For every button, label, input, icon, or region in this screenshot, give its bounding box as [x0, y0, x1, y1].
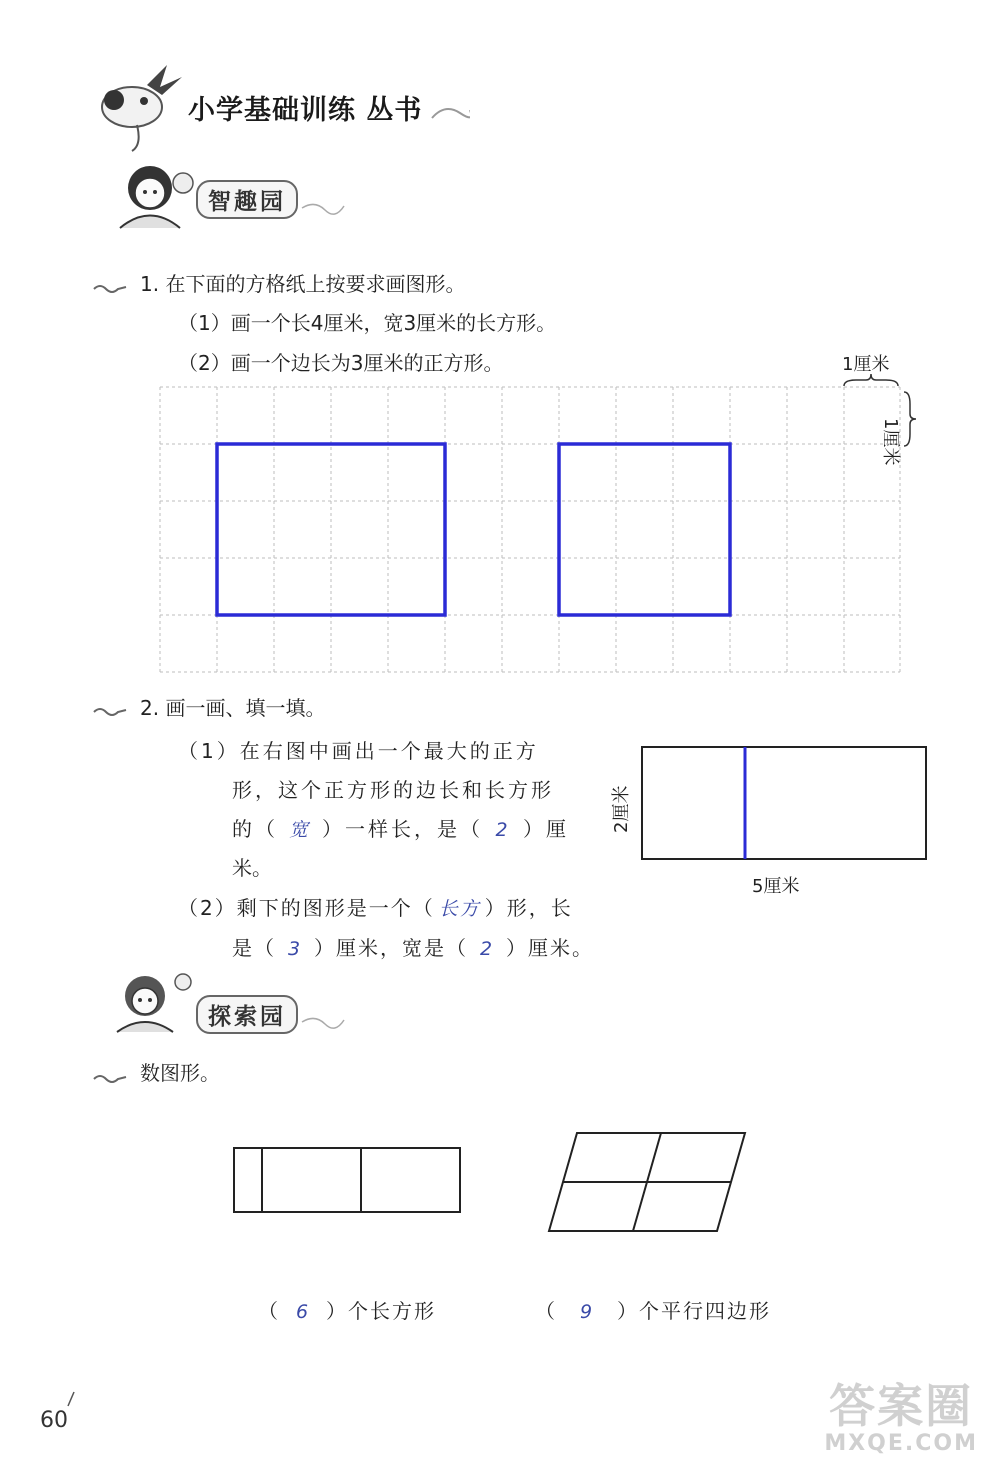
q2-s1-line1: （1）在右图中画出一个最大的正方: [178, 739, 539, 763]
drawn-square-3x3: [559, 444, 730, 615]
section-badge-zhiqu: 智趣园: [196, 180, 298, 219]
answer-blank-width-2: 2: [479, 938, 495, 960]
watermark-url: MXQE.COM: [824, 1431, 978, 1456]
answer-blank-shape: 长方: [438, 898, 481, 920]
q1-sub1: （1）画一个长4厘米，宽3厘米的长方形。: [178, 311, 557, 335]
q1-sub2: （2）画一个边长为3厘米的正方形。: [178, 351, 504, 375]
answer-blank-width: 宽: [288, 819, 311, 841]
girl-mascot-icon: [105, 158, 195, 238]
page-number-tick-icon: [60, 1390, 80, 1410]
answer-blank-2cm: 2: [495, 819, 511, 841]
badge-flourish-icon: [300, 198, 345, 218]
title-flourish-icon: [430, 98, 470, 128]
site-watermark: [824, 1381, 978, 1456]
series-title: 小学基础训练 丛书: [188, 95, 423, 126]
fig-width-label: 5厘米: [752, 876, 800, 897]
q2-title: 2. 画一画、填一填。: [140, 696, 326, 720]
question-marker-icon: [92, 704, 128, 718]
figure-parallelograms: [545, 1130, 750, 1235]
q2-s2-line1: （2）剩下的图形是一个（ 长方 ）形，长: [178, 896, 573, 920]
grid-paper: [155, 385, 915, 675]
answer-blank-para-count: 9: [579, 1301, 595, 1323]
watermark-logo-text: 答案圈: [829, 1379, 974, 1433]
figure-rectangles: [230, 1145, 465, 1217]
fig-height-label: 2厘米: [611, 785, 632, 833]
badge-flourish-icon: [300, 1012, 345, 1032]
unit-label-side: 1厘米: [880, 418, 901, 466]
question-marker-icon: [92, 1071, 128, 1085]
page-number: 60: [40, 1408, 68, 1433]
q2-s2-line2: 是（ 3 ）厘米，宽是（ 2 ）厘米。: [232, 936, 594, 960]
q2-s1-line2: 形，这个正方形的边长和长方形: [232, 778, 554, 802]
question-marker-icon: [92, 281, 128, 295]
section-badge-tansuo: 探索园: [196, 995, 298, 1034]
answer-blank-length: 3: [287, 938, 303, 960]
q2-s1-line4: 米。: [232, 856, 272, 880]
q2-rectangle-figure: [640, 745, 930, 865]
unit-label-top: 1厘米: [842, 354, 890, 375]
grid-lines: [160, 387, 900, 672]
q3-title: 数图形。: [140, 1061, 220, 1085]
q3-answer-para: （ 9 ）个平行四边形: [535, 1299, 771, 1323]
drawn-rectangle-4x3: [217, 444, 445, 615]
q2-s1-line3: 的（ 宽 ）一样长，是（ 2 ）厘: [232, 817, 569, 841]
answer-blank-rect-count: 6: [295, 1301, 311, 1323]
mascot-dog-icon: [92, 55, 192, 155]
q3-answer-rect: （ 6 ）个长方形: [258, 1299, 436, 1323]
boy-mascot-icon: [105, 968, 195, 1038]
q1-title: 1. 在下面的方格纸上按要求画图形。: [140, 272, 466, 296]
